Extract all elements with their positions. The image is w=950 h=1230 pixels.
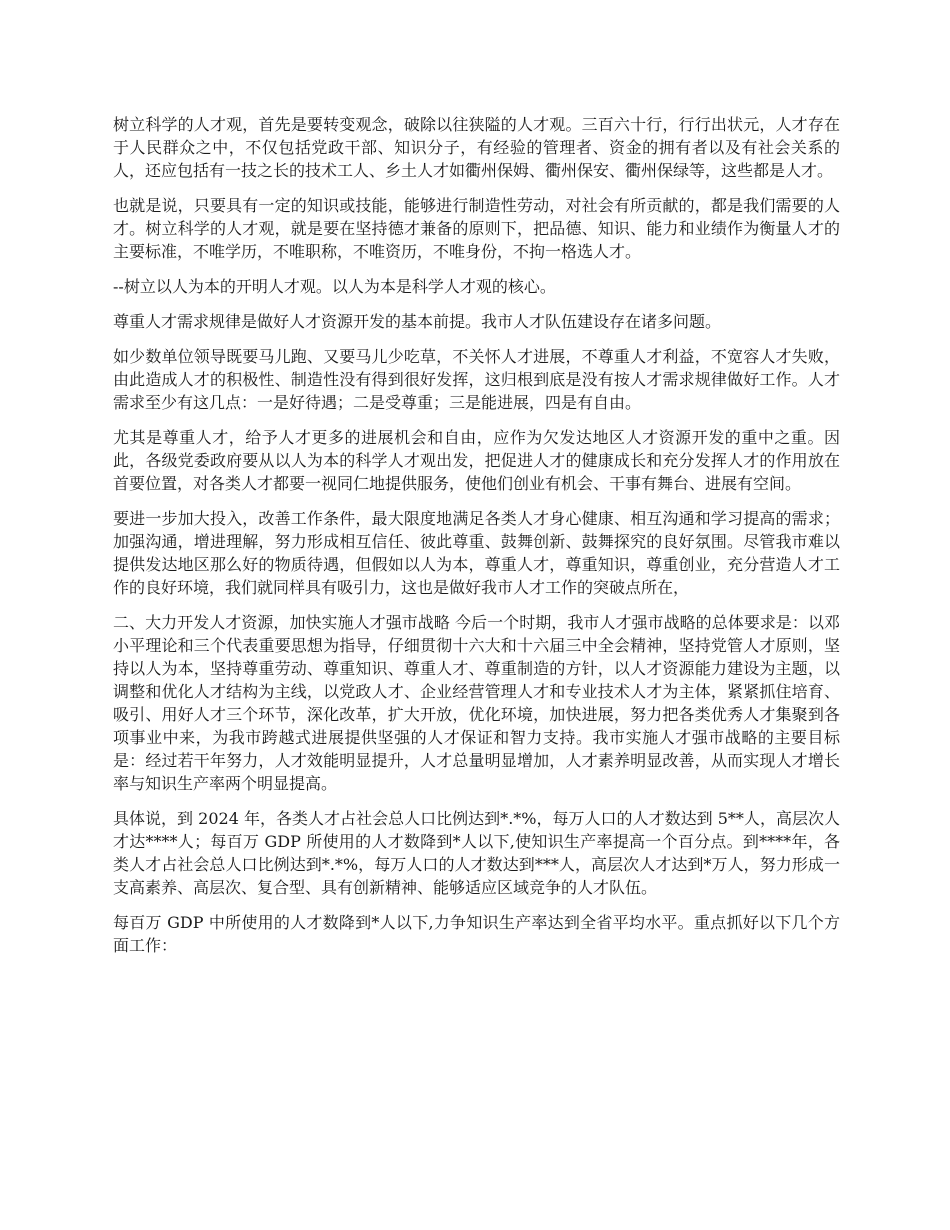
paragraph-5: 如少数单位领导既要马儿跑、又要马儿少吃草，不关怀人才进展，不尊重人才利益，不宽容人才失败，由此造成人才的积极性、制造性没有得到很好发挥，这归根到底是没有按人才需求规律做好工作。人才需求至少有这几点：一是好待遇；二是受尊重；三是能进展，四是有自由。: [113, 347, 840, 412]
paragraph-8: 二、大力开发人才资源，加快实施人才强市战略 今后一个时期，我市人才强市战略的总体要求是：以邓小平理论和三个代表重要思想为指导，仔细贯彻十六大和十六届三中全会精神，坚持党管人才原则，坚持以人为本，坚持尊重劳动、尊重知识、尊重人才、尊重制造的方针，以人才资源能力建设为主题，以调整和优化人才结构为主线，以党政人才、企业经营管理人才和专业技术人才为主体，紧紧抓住培育、吸引、用好人才三个环节，深化改革，扩大开放，优化环境，加快进展，努力把各类优秀人才集聚到各项事业中来，为我市跨越式进展提供坚强的人才保证和智力支持。我市实施人才强市战略的主要目标是：经过若干年努力，人才效能明显提升，人才总量明显增加，人才素养明显改善，从而实现人才增长率与知识生产率两个明显提高。: [113, 613, 840, 793]
paragraph-9: 具体说，到 2024 年，各类人才占社会总人口比例达到*.*%，每万人口的人才数达到 5**人，高层次人才达****人；每百万 GDP 所使用的人才数降到*人以下,使知识生产率提高一个百分点。到****年，各类人才占社会总人口比例达到*.*%，每万人口的人才数达到***人，高层次人才达到*万人，努力形成一支高素养、高层次、复合型、具有创新精神、能够适应区域竞争的人才队伍。: [113, 809, 840, 897]
paragraph-7: 要进一步加大投入，改善工作条件，最大限度地满足各类人才身心健康、相互沟通和学习提高的需求；加强沟通，增进理解，努力形成相互信任、彼此尊重、鼓舞创新、鼓舞探究的良好氛围。尽管我市难以提供发达地区那么好的物质待遇，但假如以人为本，尊重人才，尊重知识，尊重创业，充分营造人才工作的良好环境，我们就同样具有吸引力，这也是做好我市人才工作的突破点所在，: [113, 509, 840, 597]
paragraph-1: 树立科学的人才观，首先是要转变观念，破除以往狭隘的人才观。三百六十行，行行出状元，人才存在于人民群众之中，不仅包括党政干部、知识分子，有经验的管理者、资金的拥有者以及有社会关系的人，还应包括有一技之长的技术工人、乡土人才如衢州保姆、衢州保安、衢州保绿等，这些都是人才。: [113, 115, 840, 180]
paragraph-6: 尤其是尊重人才，给予人才更多的进展机会和自由，应作为欠发达地区人才资源开发的重中之重。因此，各级党委政府要从以人为本的科学人才观出发，把促进人才的健康成长和充分发挥人才的作用放在首要位置，对各类人才都要一视同仁地提供服务，使他们创业有机会、干事有舞台、进展有空间。: [113, 428, 840, 493]
document-body: [113, 113, 840, 969]
paragraph-2: 也就是说，只要具有一定的知识或技能，能够进行制造性劳动，对社会有所贡献的，都是我们需要的人才。树立科学的人才观，就是要在坚持德才兼备的原则下，把品德、知识、能力和业绩作为衡量人才的主要标准，不唯学历，不唯职称，不唯资历，不唯身份，不拘一格选人才。: [113, 196, 840, 261]
paragraph-4: 尊重人才需求规律是做好人才资源开发的基本前提。我市人才队伍建设存在诸多问题。: [113, 312, 722, 331]
paragraph-10: 每百万 GDP 中所使用的人才数降到*人以下,力争知识生产率达到全省平均水平。重点抓好以下几个方面工作：: [113, 913, 840, 955]
paragraph-3: --树立以人为本的开明人才观。以人为本是科学人才观的核心。: [113, 277, 556, 296]
